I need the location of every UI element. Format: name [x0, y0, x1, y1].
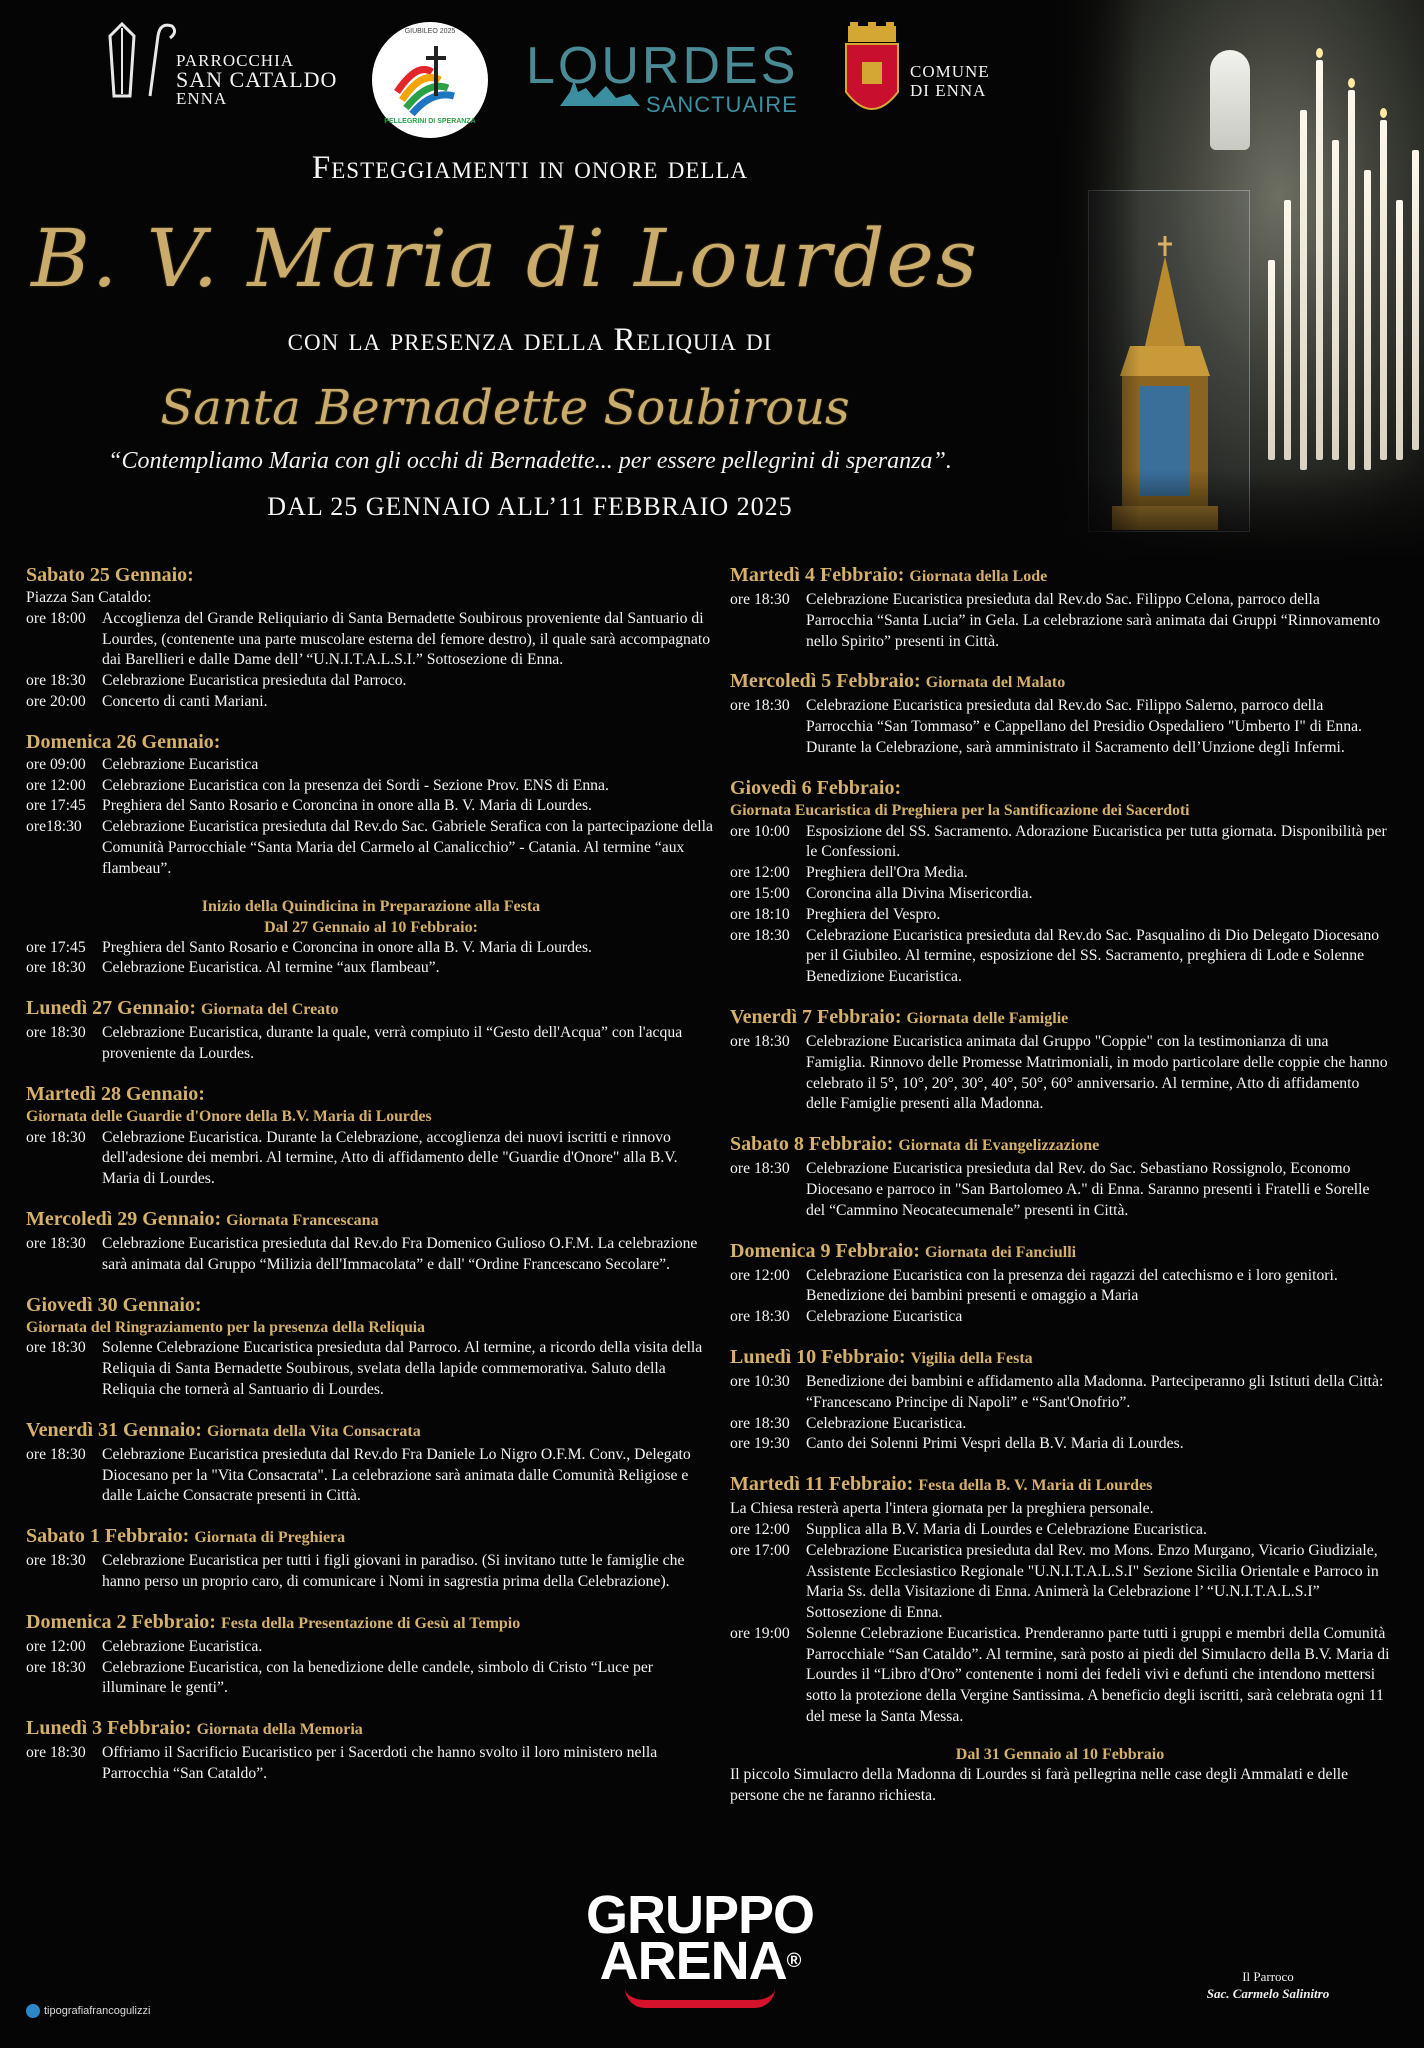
event-description: Esposizione del SS. Sacramento. Adorazione Eucaristica per tutta giornata. Disponibilità per le Confessioni.	[806, 822, 1387, 861]
day-block	[730, 562, 1390, 652]
event-description: Celebrazione Eucaristica presieduta dal Parroco.	[102, 672, 407, 690]
event-description: Celebrazione Eucaristica presieduta dal Rev.do Sac. Filippo Salerno, parroco della Parrocchia “San Tommaso” e Cappellano del Presidio Ospedaliero "Umberto I" di Enna. Durante la Celebrazione, sarà amministrato il Sacramento dell’Unzione degli Infermi.	[806, 697, 1362, 756]
day-heading	[730, 562, 1390, 590]
comune-logo	[842, 22, 1042, 132]
day-date: Venerdì 7 Febbraio:	[730, 1005, 902, 1028]
day-heading	[730, 668, 1390, 696]
event-description: Benedizione dei bambini e affidamento alla Madonna. Parteciperanno gli Istituti della Città: “Francescano Principe di Napoli” e “Sant'Onofrio”.	[806, 1372, 1384, 1411]
comune-line2: DI ENNA	[910, 81, 987, 100]
event-time: ore 18:30	[26, 1744, 86, 1762]
event-time: ore 18:30	[26, 1024, 86, 1042]
day-heading	[26, 1081, 716, 1107]
day-heading	[26, 1292, 716, 1318]
day-theme: Festa della Presentazione di Gesù al Tempio	[220, 1614, 521, 1632]
title-line4: Santa Bernadette Soubirous	[160, 380, 850, 436]
event-time: ore 19:00	[730, 1624, 790, 1642]
event-time: ore 18:30	[26, 1339, 86, 1357]
day-date: Mercoledì 29 Gennaio:	[26, 1207, 222, 1230]
day-block	[730, 1131, 1390, 1221]
day-block	[730, 1004, 1390, 1115]
day-block	[730, 1344, 1390, 1455]
title-line1: Festeggiamenti in onore della	[311, 150, 749, 186]
event-row	[26, 938, 716, 959]
signature	[1168, 1968, 1368, 2002]
event-description: Celebrazione Eucaristica presieduta dal Rev. do Sac. Sebastiano Rossignolo, Economo Diocesano e parroco in "San Bartolomeo A." di Enna. Saranno presenti i Fratelli e Sorelle del “Cammino Neocatecumenale” presenti in Città.	[806, 1160, 1370, 1219]
day-date: Sabato 25 Gennaio:	[26, 564, 194, 586]
event-row	[26, 958, 716, 979]
event-row	[26, 692, 716, 713]
event-time: ore 18:30	[26, 959, 86, 977]
event-description: Coroncina alla Divina Misericordia.	[806, 884, 1033, 902]
event-time: ore 19:30	[730, 1435, 790, 1453]
event-row	[730, 590, 1390, 652]
lourdes-sub: SANCTUAIRE	[646, 92, 798, 117]
event-time: ore 18:30	[26, 1128, 86, 1146]
event-time: ore 18:30	[26, 1445, 86, 1463]
sig-line2: Sac. Carmelo Salinitro	[1206, 1986, 1330, 2001]
event-time: ore 15:00	[730, 884, 790, 902]
event-description: Offriamo il Sacrificio Eucaristico per i Sacerdoti che hanno svolto il loro ministero nella Parrocchia “San Cataldo”.	[102, 1744, 658, 1782]
day-theme: Festa della B. V. Maria di Lourdes	[918, 1477, 1153, 1495]
event-row	[730, 1159, 1390, 1221]
day-theme: Giornata Eucaristica di Preghiera per la Santificazione dei Sacerdoti	[730, 801, 1190, 819]
event-description: Celebrazione Eucaristica presieduta dal Rev.do Fra Domenico Gulioso O.F.M. La celebrazione sarà animata dal Gruppo “Milizia dell'Immacolata” e dall' “Ordine Francescano Secolare”.	[102, 1234, 698, 1273]
day-theme: Giornata di Preghiera	[194, 1529, 346, 1547]
event-time: ore 10:00	[730, 822, 790, 840]
day-date: Lunedì 3 Febbraio:	[26, 1717, 192, 1740]
day-block	[26, 729, 716, 880]
day-heading	[730, 1344, 1390, 1372]
day-heading	[26, 729, 716, 755]
event-description: Celebrazione Eucaristica presieduta dal Rev.do Sac. Filippo Celona, parroco della Parrocchia “Santa Lucia” in Gela. La celebrazione sarà animata dai Gruppi “Rinnovamento nello Spirito” presenti in Città.	[806, 591, 1381, 650]
event-row	[26, 755, 716, 776]
day-date: Lunedì 27 Gennaio:	[26, 997, 197, 1020]
event-description: Solenne Celebrazione Eucaristica. Prenderanno parte tutti i gruppi e membri della Comunità Parrocchiale “San Cataldo”. Al termine, sarà posto ai piedi del Simulacro della B.V. Maria di Lourdes il “Libro d'Oro” contenente i nomi dei fedeli vivi e defunti che intendono mettersi sotto la protezione della Vergine Santissima. A beneficio degli iscritti, sarà celebrata ogni 11 del mese la Santa Messa.	[806, 1624, 1390, 1726]
event-time: ore 12:00	[26, 776, 86, 794]
event-description: Celebrazione Eucaristica presieduta dal Rev. mo Mons. Enzo Murgano, Vicario Giudiziale, Assistente Ecclesiastico Regionale "U.N.I.T.A.L.S.I" Sezione Sicilia Orientale e Parroco in Maria Ss. della Visitazione di Enna. Animerà la Celebrazione l’ “U.N.I.T.A.L.S.I” Sottosezione di Enna.	[806, 1541, 1379, 1622]
event-time: ore 18:30	[26, 672, 86, 690]
day-theme: Giornata di Evangelizzazione	[898, 1137, 1100, 1155]
day-heading	[26, 1609, 716, 1637]
event-time: ore 18:30	[26, 1234, 86, 1252]
event-time: ore 18:30	[730, 1160, 790, 1178]
coat-of-arms-icon	[842, 22, 902, 128]
event-row	[26, 671, 716, 692]
event-row	[26, 1658, 716, 1700]
day-date: Domenica 26 Gennaio:	[26, 730, 221, 753]
event-time: ore 18:00	[26, 609, 86, 627]
event-description: Preghiera dell'Ora Media.	[806, 864, 968, 882]
period-heading: Inizio della Quindicina in Preparazione alla Festa	[201, 897, 541, 915]
event-description: Celebrazione Eucaristica. Al termine “aux flambeau”.	[102, 959, 440, 977]
event-time: ore 18:30	[730, 697, 790, 715]
day-theme: Giornata della Memoria	[196, 1721, 363, 1739]
day-theme: Giornata del Ringraziamento per la presenza della Reliquia	[26, 1318, 425, 1336]
event-description: Celebrazione Eucaristica presieduta dal Rev.do Sac. Gabriele Serafica con la partecipazione della Comunità Parrocchiale “Santa Maria del Carmelo al Canalicchio” - Catania. Al termine “aux flambeau”.	[102, 818, 713, 877]
day-date: Domenica 2 Febbraio:	[26, 1610, 216, 1633]
day-theme: Vigilia della Festa	[910, 1349, 1033, 1367]
printer-name: tipografiafrancogulizzi	[44, 2004, 151, 2017]
event-row	[730, 926, 1390, 988]
day-block	[26, 562, 716, 713]
event-description: Accoglienza del Grande Reliquiario di Santa Bernadette Soubirous proveniente dal Santuario di Lourdes, (contenente una parte muscolare esterna del femore destro), il quale sarà accompagnato dai Barellieri e dalle Dame dell’ “U.N.I.T.A.L.S.I.” Sottosezione di Enna.	[102, 609, 711, 669]
program-right-column	[730, 562, 1390, 1822]
period-heading: Dal 31 Gennaio al 10 Febbraio	[955, 1745, 1165, 1763]
day-heading	[26, 1417, 716, 1445]
day-heading	[730, 1004, 1390, 1032]
event-row	[26, 776, 716, 797]
event-description: Celebrazione Eucaristica presieduta dal Rev.do Sac. Pasqualino di Dio Delegato Diocesano per il Giubileo. Al termine, esposizione del SS. Sacramento, preghiera di Lode e Solenne Benedizione Eucaristica.	[806, 926, 1380, 986]
event-row	[26, 796, 716, 817]
comune-line1: COMUNE	[910, 62, 990, 81]
day-block	[730, 668, 1390, 758]
event-description: Celebrazione Eucaristica	[102, 755, 259, 773]
day-date: Sabato 8 Febbraio:	[730, 1133, 894, 1156]
event-time: ore 10:30	[730, 1372, 790, 1390]
event-time: ore 09:00	[26, 755, 86, 773]
day-block	[26, 1609, 716, 1699]
day-heading	[26, 1206, 716, 1234]
day-date: Sabato 1 Febbraio:	[26, 1525, 190, 1548]
jubilee-bottom-text: PELLEGRINI DI SPERANZA	[384, 118, 476, 125]
event-time: ore 18:30	[730, 1032, 790, 1050]
event-description: Celebrazione Eucaristica.	[102, 1637, 263, 1655]
printer-credit	[26, 2004, 150, 2018]
event-row	[730, 1032, 1390, 1115]
event-row	[730, 884, 1390, 905]
day-heading	[730, 1471, 1390, 1499]
event-row	[730, 1434, 1390, 1455]
day-theme: Giornata delle Guardie d'Onore della B.V. Maria di Lourdes	[26, 1107, 432, 1125]
event-row	[730, 822, 1390, 864]
day-block	[730, 775, 1390, 988]
lourdes-logo	[526, 37, 799, 120]
day-block	[26, 896, 716, 980]
event-time: ore 17:45	[26, 797, 86, 815]
day-date: Martedì 4 Febbraio:	[730, 564, 905, 586]
event-description: Celebrazione Eucaristica con la presenza dei ragazzi del catechismo e i loro genitori. Benedizione dei bambini presenti e omaggio a Maria	[806, 1266, 1338, 1305]
event-row	[26, 1128, 716, 1190]
mitre-crozier-icon	[100, 16, 180, 106]
event-row	[26, 1234, 716, 1276]
day-heading	[730, 1131, 1390, 1159]
event-row	[26, 1637, 716, 1658]
day-block	[26, 1081, 716, 1190]
day-theme: Giornata della Lode	[909, 568, 1048, 585]
event-time: ore 18:30	[26, 1658, 86, 1676]
event-description: Concerto di canti Mariani.	[102, 692, 268, 710]
day-theme: Giornata delle Famiglie	[906, 1009, 1069, 1027]
event-time: ore 17:00	[730, 1541, 790, 1559]
day-heading	[730, 1238, 1390, 1266]
registered-mark: ®	[786, 1950, 801, 1972]
day-date: Venerdì 31 Gennaio:	[26, 1418, 202, 1441]
title-quote: “Contempliamo Maria con gli occhi di Bernadette... per essere pellegrini di speranza”.	[108, 448, 952, 474]
day-block	[26, 1292, 716, 1401]
day-theme: Giornata del Malato	[925, 674, 1066, 692]
event-row	[26, 1743, 716, 1785]
day-date: Martedì 11 Febbraio:	[730, 1473, 914, 1496]
day-block	[26, 995, 716, 1065]
brand-line2: ARENA	[599, 1931, 787, 1991]
parish-line3: ENNA	[176, 89, 228, 108]
madonna-statue	[1210, 50, 1250, 150]
event-description: Celebrazione Eucaristica presieduta dal Rev.do Fra Daniele Lo Nigro O.F.M. Conv., Delegato Diocesano per la "Vita Consacrata". La celebrazione sarà animata dalle Comunità Religiose e dalle Laiche Consacrate presenti in Città.	[102, 1445, 691, 1505]
lourdes-title: LOURDES	[526, 37, 799, 95]
day-block	[26, 1523, 716, 1593]
event-note: La Chiesa resterà aperta l'intera giornata per la preghiera personale.	[730, 1500, 1154, 1518]
event-row	[26, 817, 716, 879]
day-block	[730, 1238, 1390, 1328]
gruppo-arena-logo	[560, 1885, 840, 2008]
day-block	[730, 1471, 1390, 1728]
event-time: ore18:30	[26, 818, 82, 836]
event-row	[730, 1372, 1390, 1414]
basilica-icon	[560, 78, 640, 108]
day-date: Domenica 9 Febbraio:	[730, 1239, 920, 1262]
event-description: Celebrazione Eucaristica.	[806, 1414, 967, 1432]
event-description: Solenne Celebrazione Eucaristica presieduta dal Parroco. Al termine, a ricordo della visita della Reliquia di Santa Bernadette Soubirous, svelata della lapide commemorativa. Saluto della Reliquia che tornerà al Santuario di Lourdes.	[102, 1339, 703, 1398]
day-heading	[26, 1523, 716, 1551]
event-row	[26, 1338, 716, 1400]
grotto-reliquary-photo	[1060, 0, 1424, 560]
event-time: ore 12:00	[26, 1637, 86, 1655]
event-description: Celebrazione Eucaristica, durante la quale, verrà compiuto il “Gesto dell'Acqua” con l'acqua proveniente da Lourdes.	[102, 1024, 683, 1062]
event-row	[26, 1445, 716, 1507]
event-note: Il piccolo Simulacro della Madonna di Lourdes si farà pellegrina nelle case degli Ammalati e delle persone che ne faranno richiesta.	[730, 1765, 1349, 1804]
event-description: Celebrazione Eucaristica	[806, 1308, 963, 1326]
day-date: Mercoledì 5 Febbraio:	[730, 670, 921, 693]
event-row	[26, 1023, 716, 1065]
event-description: Canto dei Solenni Primi Vespri della B.V. Maria di Lourdes.	[806, 1435, 1184, 1453]
event-time: ore 12:00	[730, 864, 790, 882]
day-date: Giovedì 6 Febbraio:	[730, 776, 902, 799]
event-time: ore 18:30	[26, 1552, 86, 1570]
program-left-column	[26, 562, 716, 1801]
event-row	[26, 1551, 716, 1593]
event-time: ore 18:30	[730, 1414, 790, 1432]
event-row	[730, 1624, 1390, 1728]
day-heading	[26, 562, 716, 588]
event-time: ore 18:10	[730, 905, 790, 923]
parish-line1: PARROCCHIA	[176, 51, 295, 70]
day-date: Giovedì 30 Gennaio:	[26, 1293, 202, 1316]
event-description: Preghiera del Vespro.	[806, 905, 941, 923]
event-row	[26, 609, 716, 671]
period-heading: Dal 27 Gennaio al 10 Febbraio:	[264, 918, 478, 936]
jubilee-logo	[372, 22, 488, 138]
day-theme: Giornata della Vita Consacrata	[206, 1422, 421, 1440]
day-block	[26, 1206, 716, 1276]
event-description: Preghiera del Santo Rosario e Coroncina in onore alla B. V. Maria di Lourdes.	[102, 938, 592, 956]
event-row	[730, 1541, 1390, 1624]
brand-line1: GRUPPO	[585, 1885, 815, 1945]
event-note: Piazza San Cataldo:	[26, 589, 152, 606]
event-description: Celebrazione Eucaristica, con la benedizione delle candele, simbolo di Cristo “Luce per illuminare le genti”.	[102, 1658, 654, 1697]
event-description: Preghiera del Santo Rosario e Coroncina in onore alla B. V. Maria di Lourdes.	[102, 797, 592, 815]
title-line2: B. V. Maria di Lourdes	[31, 212, 979, 305]
event-row	[730, 863, 1390, 884]
event-row	[730, 1307, 1390, 1328]
event-description: Celebrazione Eucaristica per tutti i figli giovani in paradiso. (Si invitano tutte le famiglie che hanno perso un proprio caro, di comunicare i Nomi in sagrestia prima della Celebrazione).	[102, 1552, 685, 1590]
event-time: ore 18:30	[730, 1308, 790, 1326]
brand-line2-wrap	[560, 1931, 840, 1991]
day-block	[730, 1744, 1390, 1807]
event-row	[730, 696, 1390, 758]
event-description: Celebrazione Eucaristica con la presenza dei Sordi - Sezione Prov. ENS di Enna.	[102, 776, 609, 794]
day-heading	[730, 775, 1390, 801]
day-date: Lunedì 10 Febbraio:	[730, 1345, 906, 1368]
event-time: ore 20:00	[26, 692, 86, 710]
day-heading	[26, 995, 716, 1023]
event-row	[730, 1414, 1390, 1435]
printer-icon	[26, 2004, 40, 2018]
event-row	[730, 1266, 1390, 1308]
event-row	[730, 905, 1390, 926]
event-row	[730, 1520, 1390, 1541]
sig-line1: Il Parroco	[1242, 1969, 1294, 1984]
red-swoosh	[625, 1988, 775, 2008]
title-dates: DAL 25 GENNAIO ALL’11 FEBBRAIO 2025	[267, 492, 793, 521]
event-description: Supplica alla B.V. Maria di Lourdes e Celebrazione Eucaristica.	[806, 1520, 1207, 1538]
event-time: ore 12:00	[730, 1266, 790, 1284]
event-description: Celebrazione Eucaristica animata dal Gruppo "Coppie" con la testimonianza di una Famiglia. Rinnovo delle Promesse Matrimoniali, in modo particolare delle coppie che hanno celebrato il 5°, 10°, 20°, 30°, 40°, 50°, 60° anniversario. Al termine, Atto di affidamento delle Famiglie presenti alla Madonna.	[806, 1032, 1388, 1113]
parish-logo	[100, 16, 340, 106]
day-theme: Giornata del Creato	[201, 1001, 339, 1019]
event-time: ore 18:30	[730, 926, 790, 944]
day-date: Martedì 28 Gennaio:	[26, 1082, 205, 1105]
jubilee-top-text: GIUBILEO 2025	[404, 28, 456, 35]
title-line3: con la presenza della Reliquia di	[287, 322, 773, 358]
day-block	[26, 1715, 716, 1785]
day-block	[26, 1417, 716, 1507]
day-theme: Giornata Francescana	[226, 1211, 379, 1229]
parish-line2: SAN CATALDO	[176, 67, 338, 92]
event-time: ore 18:30	[730, 591, 790, 608]
day-theme: Giornata dei Fanciulli	[924, 1243, 1077, 1261]
day-heading	[26, 1715, 716, 1743]
event-time: ore 12:00	[730, 1520, 790, 1538]
event-time: ore 17:45	[26, 938, 86, 956]
event-description: Celebrazione Eucaristica. Durante la Celebrazione, accoglienza dei nuovi iscritti e rinnovo dell'adesione dei membri. Al termine, Atto di affidamento delle "Guardie d'Onore" alla B.V. Maria di Lourdes.	[102, 1128, 678, 1188]
